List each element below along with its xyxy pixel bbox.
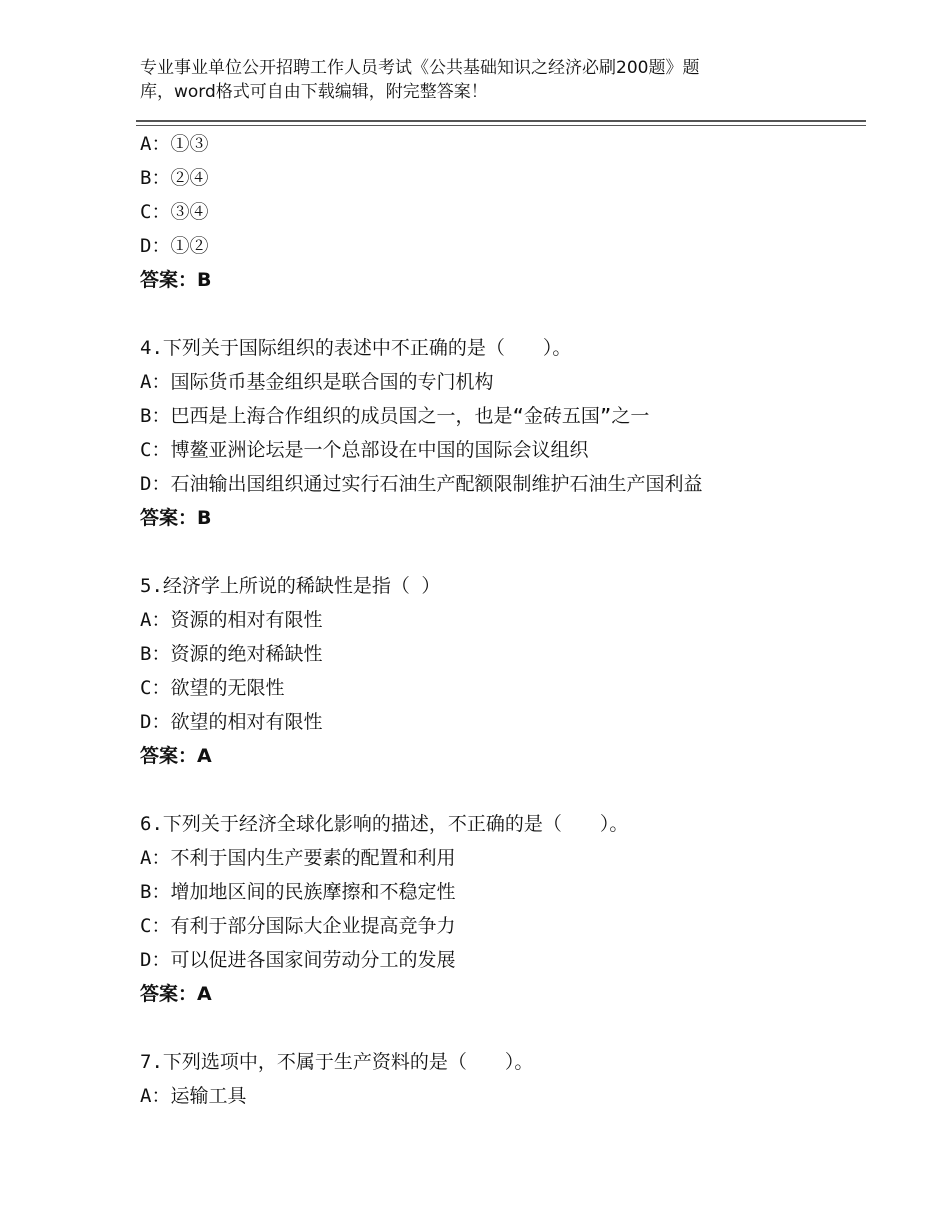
option-a: A：资源的相对有限性	[140, 609, 323, 631]
question-block-7	[140, 1045, 880, 1113]
header-divider-thick	[136, 120, 866, 122]
option-a: A：①③	[140, 133, 209, 155]
option-d: D：①②	[140, 235, 209, 257]
option-c: C：有利于部分国际大企业提高竞争力	[140, 915, 456, 937]
option-b: B：资源的绝对稀缺性	[140, 643, 323, 665]
question-text: 5.经济学上所说的稀缺性是指（ ）	[140, 575, 441, 597]
option-c: C：博鳌亚洲论坛是一个总部设在中国的国际会议组织	[140, 439, 589, 461]
answer-label: 答案：A	[140, 983, 212, 1005]
option-a: A：不利于国内生产要素的配置和利用	[140, 847, 456, 869]
option-c: C：③④	[140, 201, 209, 223]
header-title-line-1: 专业事业单位公开招聘工作人员考试《公共基础知识之经济必刷200题》题	[140, 58, 700, 78]
option-a: A：运输工具	[140, 1085, 247, 1107]
header-title-line-2: 库，word格式可自由下载编辑，附完整答案！	[140, 82, 488, 102]
question-text: 7.下列选项中，不属于生产资料的是（ ）。	[140, 1051, 534, 1073]
answer-label: 答案：A	[140, 745, 212, 767]
option-b: B：巴西是上海合作组织的成员国之一，也是“金砖五国”之一	[140, 405, 650, 427]
option-b: B：增加地区间的民族摩擦和不稳定性	[140, 881, 456, 903]
question-block-3	[140, 127, 880, 297]
option-d: D：石油输出国组织通过实行石油生产配额限制维护石油生产国利益	[140, 473, 703, 495]
header-divider-thin	[136, 125, 866, 126]
option-d: D：欲望的相对有限性	[140, 711, 323, 733]
document-header	[140, 56, 780, 104]
question-block-6	[140, 807, 880, 1011]
option-b: B：②④	[140, 167, 209, 189]
question-block-5	[140, 569, 880, 773]
question-text: 6.下列关于经济全球化影响的描述，不正确的是（ ）。	[140, 813, 629, 835]
question-text: 4.下列关于国际组织的表述中不正确的是（ ）。	[140, 337, 572, 359]
option-c: C：欲望的无限性	[140, 677, 285, 699]
answer-label: 答案：B	[140, 269, 212, 291]
option-a: A：国际货币基金组织是联合国的专门机构	[140, 371, 494, 393]
answer-label: 答案：B	[140, 507, 212, 529]
question-list	[140, 127, 880, 1147]
question-block-4	[140, 331, 880, 535]
option-d: D：可以促进各国家间劳动分工的发展	[140, 949, 456, 971]
